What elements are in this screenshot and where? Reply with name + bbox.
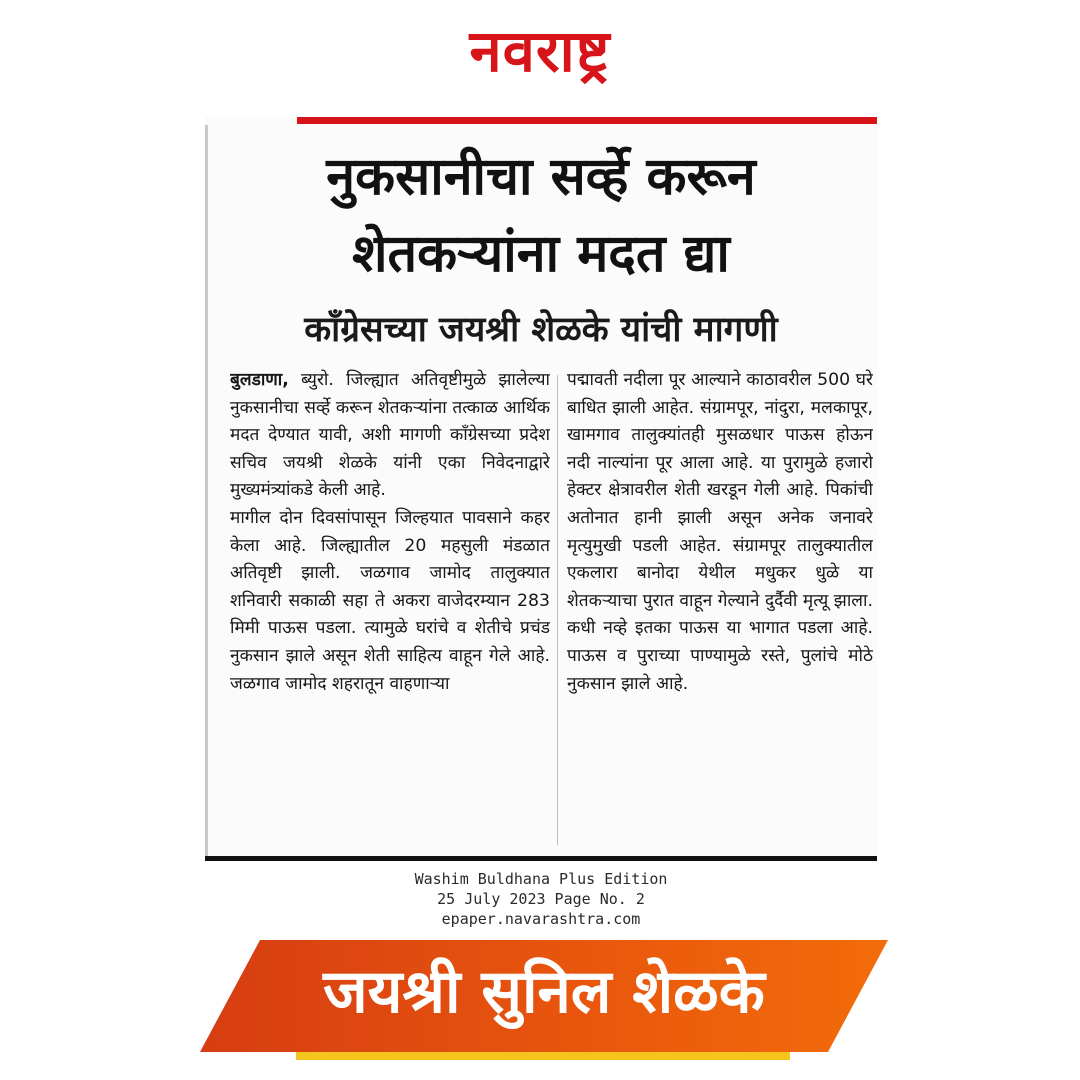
article-paragraph-1	[230, 367, 550, 505]
dateline: बुलडाणा,	[230, 370, 289, 390]
edition-info	[205, 869, 877, 929]
headline-line-2: शेतकऱ्यांना मदत द्या	[352, 224, 730, 284]
edition-name: Washim Buldhana Plus Edition	[414, 870, 668, 888]
article-column-right	[567, 367, 873, 860]
article-column-left	[230, 367, 550, 860]
article-paragraph-3: पद्मावती नदीला पूर आल्याने काठावरील 500 घरे बाधित झाली आहेत. संग्रामपूर, नांदुरा, मलकापूर, खामगाव तालुक्यांतही मुसळधार पाऊस होऊन नदी नाल्यांना पूर आला आहे. या पुरामुळे हजारो हेक्टर क्षेत्रावरील शेती खरडून गेली आहे. पिकांची अतोनात हानी झाली असून अनेक जनावरे मृत्युमुखी पडली आहेत. संग्रामपूर तालुक्यातील एकलारा बानोदा येथील मधुकर धुळे या शेतकऱ्याचा पुरात वाहून गेल्याने दुर्दैवी मृत्यू झाला. कधी नव्हे इतका पाऊस या भागात पडला आहे. पाऊस व पुराच्या पाण्यामुळे रस्ते, पुलांचे मोठे नुकसान झाले आहे.	[567, 370, 873, 694]
column-divider	[557, 375, 558, 845]
masthead-red-rule	[297, 117, 877, 124]
article-paragraph-2: मागील दोन दिवसांपासून जिल्हयात पावसाने कहर केला आहे. जिल्ह्यातील 20 महसुली मंडळात अतिवृष्टी झाली. जळगाव जामोद तालुक्यात शनिवारी सकाळी सहा ते अकरा वाजेदरम्यान 283 मिमी पाऊस पडला. त्यामुळे घरांचे व शेतीचे प्रचंड नुकसान झाले असून शेती साहित्य वाहून गेले आहे. जळगाव जामोद शहरातून वाहणाऱ्या	[230, 507, 550, 694]
edition-date-page: 25 July 2023 Page No. 2	[437, 890, 645, 908]
subheadline: काँग्रेसच्या जयश्री शेळके यांची मागणी	[304, 310, 778, 350]
edition-website: epaper.navarashtra.com	[441, 910, 641, 928]
paragraph-1-text: ब्युरो. जिल्ह्यात अतिवृष्टीमुळे झालेल्या नुकसानीचा सर्व्हे करून शेतकऱ्यांना तत्काळ आर्थिक मदत देण्यात यावी, अशी मागणी काँग्रेसच्या प्रदेश सचिव जयश्री शेळके यांनी एका निवेदनाद्वारे मुख्यमंत्र्यांकडे केली आहे.	[230, 370, 550, 501]
banner-underline	[296, 1052, 790, 1060]
newspaper-clipping	[205, 117, 877, 860]
newspaper-masthead: नवराष्ट्र	[469, 17, 611, 85]
headline-line-1: नुकसानीचा सर्व्हे करून	[326, 147, 756, 207]
clipping-bottom-rule	[205, 856, 877, 861]
banner-name: जयश्री सुनिल शेळके	[323, 957, 765, 1027]
